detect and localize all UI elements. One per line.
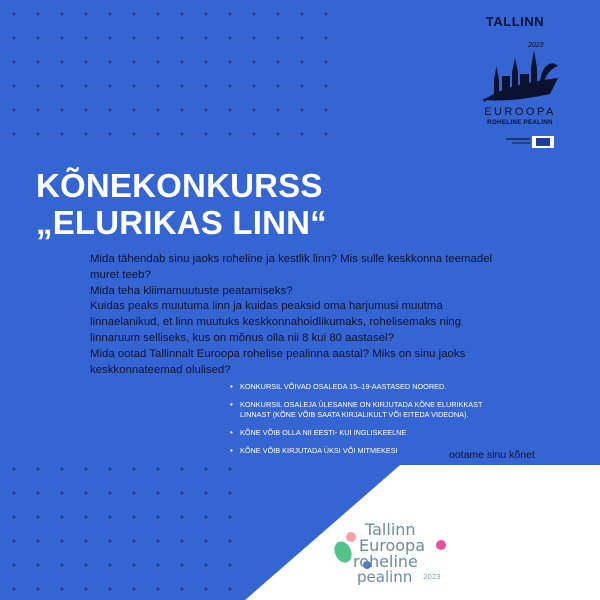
rule-item: • KÕNE VÕIB OLLA NII EESTI- KUI INGLISKEELNE xyxy=(230,428,490,438)
rule-item: • KONKURSIL VÕIVAD OSALEDA 15–19-AASTASED NOORED. xyxy=(230,382,490,392)
question-paragraph: Kuidas peaks muutuma linn ja kuidas peaksid oma harjumusi muutma linnaelanikud, et linn muutuks keskkonnahoidlikumaks, rohelisemaks ning linnaruum selliseks, kus on mõnus olla nii 8 kui 80 aastasel? xyxy=(90,300,462,344)
flower-icon-2 xyxy=(436,540,446,550)
deadline-intro: ootame sinu kõnet xyxy=(449,449,535,461)
poster-title xyxy=(36,167,327,241)
eu-flag-icon xyxy=(536,138,550,146)
dot-pattern-bottom xyxy=(0,455,260,600)
question-paragraph: Mida tähendab sinu jaoks roheline ja kestlik linn? Mis sulle keskkonna teemadel muret teeb? xyxy=(90,253,493,281)
card-line-1: Tallinn xyxy=(365,520,416,539)
card-line-2: Euroopa xyxy=(359,536,426,555)
logo-euroopa: EUROOPA xyxy=(484,106,556,118)
logo-small-print xyxy=(506,138,530,140)
card-line-4: pealinn xyxy=(357,568,413,586)
green-capital-card xyxy=(245,465,600,600)
logo-roheline-pealinn: ROHELINE PEALINN xyxy=(487,119,553,126)
rule-item: • KÕNE VÕIB KIRJUTADA ÜKSI VÕI MITMEKESI xyxy=(230,446,490,456)
logo-city: TALLINN xyxy=(485,14,545,29)
tallinn-green-capital-logo xyxy=(478,14,588,134)
svg-text:★: ★ xyxy=(482,98,488,104)
flower-icon xyxy=(346,532,356,542)
logo-small-print-2 xyxy=(512,142,530,144)
logo-year: 2023 xyxy=(528,42,544,49)
title-line-2: „ELURIKAS LINN“ xyxy=(36,204,327,241)
card-year: 2023 xyxy=(423,573,441,581)
card-line-3: roheline xyxy=(353,552,418,571)
city-skyline-icon xyxy=(480,42,560,104)
dot-pattern-top xyxy=(0,0,330,142)
questions-text xyxy=(90,252,510,378)
rule-item: • KONKURSIL OSALEJA ÜLESANNE ON KIRJUTADA KÕNE ELURIKKAST LINNAST (KÕNE VÕIB SAATA KIRJALIKULT VÕI EITEDA VIDEONA). xyxy=(230,400,490,419)
title-line-1: KÕNEKONKURSS xyxy=(36,167,323,204)
question-paragraph: Mida teha kliimamuutuste peatamiseks? xyxy=(90,284,293,297)
question-paragraph: Mida ootad Tallinnalt Euroopa rohelise pealinna aastal? Miks on sinu jaoks keskkonnateemad olulised? xyxy=(90,347,466,376)
